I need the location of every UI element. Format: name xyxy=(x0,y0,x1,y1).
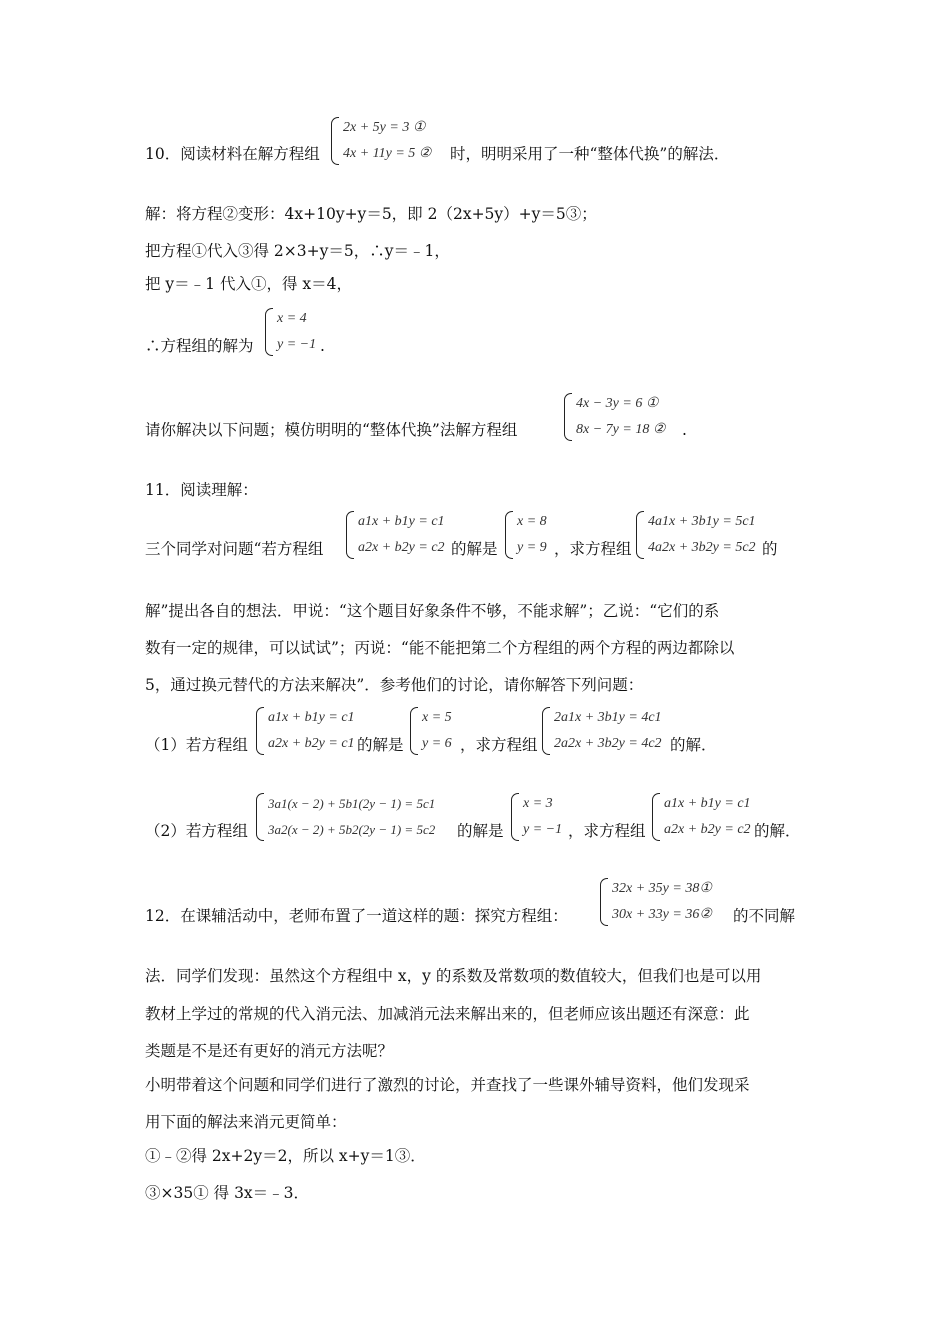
q10-task-suffix: . xyxy=(682,421,687,439)
q12-eq1: 32x + 35y = 38① xyxy=(612,881,712,896)
q12-tail: 的不同解 xyxy=(733,907,796,925)
q10-task-eq1: 4x − 3y = 6 ① xyxy=(576,396,659,411)
q11-p2-eq2: 3a2(x − 2) + 5b2(2y − 1) = 5c2 xyxy=(268,822,436,837)
q11-p2-mid2: ，求方程组 xyxy=(568,822,646,840)
q11-p2-solution xyxy=(511,793,562,841)
q12-para2: 教材上学过的常规的代入消元法、加减消元法来解出来的，但老师应该出题还有深意：此 xyxy=(145,1005,750,1023)
q11-p2-system xyxy=(256,793,435,841)
q11-p1-system2 xyxy=(542,707,662,755)
q12-para1: 法．同学们发现：虽然这个方程组中 x，y 的系数及常数项的数值较大，但我们也是可以用 xyxy=(145,967,762,985)
q11-p1-eq1: a1x + b1y = c1 xyxy=(268,710,355,725)
q11-tail: 的 xyxy=(762,540,778,558)
q11-system-b xyxy=(636,511,756,559)
q12-step1: ①﹣②得 2x+2y＝2，所以 x+y＝1③． xyxy=(145,1147,426,1165)
q11-sys-a-eq1: a1x + b1y = c1 xyxy=(358,514,445,529)
q11-p1-eq2: a2x + b2y = c1 xyxy=(268,736,355,751)
q11-p2-eq1: 3a1(x − 2) + 5b1(2y − 1) = 5c1 xyxy=(268,796,436,811)
q11-p1-sys2-eq2: 2a2x + 3b2y = 4c2 xyxy=(554,736,662,751)
q11-para1: 解”提出各自的想法．甲说：“这个题目好象条件不够，不能求解”；乙说：“它们的系 xyxy=(145,602,720,620)
q12-prefix: 12．在课辅活动中，老师布置了一道这样的题：探究方程组： xyxy=(145,907,568,925)
q11-sys-b-eq2: 4a2x + 3b2y = 5c2 xyxy=(648,540,756,555)
q10-step3: 把 y＝﹣1 代入①，得 x＝4， xyxy=(145,275,353,293)
q11-p1-sol-x: x = 5 xyxy=(422,710,452,725)
q11-sol-a-x: x = 8 xyxy=(517,514,547,529)
q11-p1-prefix: （1）若方程组 xyxy=(145,736,248,754)
q12-para3: 类题是不是还有更好的消元方法呢？ xyxy=(145,1042,394,1060)
q10-eq2: 4x + 11y = 5 ② xyxy=(343,146,432,161)
q10-answer-y: y = −1 xyxy=(277,337,317,352)
q11-p2-sol-y: y = −1 xyxy=(523,822,563,837)
q10-answer-x: x = 4 xyxy=(277,311,307,326)
q11-p2-prefix: （2）若方程组 xyxy=(145,822,248,840)
q11-p1-sol-y: y = 6 xyxy=(422,736,452,751)
q10-eq1: 2x + 5y = 3 ① xyxy=(343,120,426,135)
q11-p1-sys2-eq1: 2a1x + 3b1y = 4c1 xyxy=(554,710,662,725)
q11-title: 11．阅读理解： xyxy=(145,481,258,499)
q11-p1-system xyxy=(256,707,355,755)
q11-solution-a xyxy=(505,511,547,559)
q12-eq2: 30x + 33y = 36② xyxy=(612,907,712,922)
q11-p2-system2 xyxy=(652,793,751,841)
q11-mid2: ，求方程组 xyxy=(554,540,632,558)
q11-p2-sys2-eq2: a2x + b2y = c2 xyxy=(664,822,751,837)
q11-sys-a-eq2: a2x + b2y = c2 xyxy=(358,540,445,555)
q11-sys-b-eq1: 4a1x + 3b1y = 5c1 xyxy=(648,514,756,529)
q10-step2: 把方程①代入③得 2×3+y＝5，∴y＝﹣1， xyxy=(145,242,450,260)
q12-para4: 小明带着这个问题和同学们进行了激烈的讨论，并查找了一些课外辅导资料，他们发现采 xyxy=(145,1076,750,1094)
q10-answer-system xyxy=(265,308,316,356)
q11-p2-sys2-eq1: a1x + b1y = c1 xyxy=(664,796,751,811)
q12-step2: ③×35① 得 3x＝﹣3． xyxy=(145,1184,310,1202)
q10-task-eq2: 8x − 7y = 18 ② xyxy=(576,422,666,437)
q11-intro-prefix: 三个同学对问题“若方程组 xyxy=(145,540,324,558)
q11-para3: 5，通过换元替代的方法来解决”．参考他们的讨论，请你解答下列问题： xyxy=(145,676,644,694)
q11-p2-tail: 的解． xyxy=(754,822,801,840)
q10-suffix: 时，明明采用了一种“整体代换”的解法． xyxy=(450,145,730,163)
q11-p1-tail: 的解． xyxy=(670,736,717,754)
q12-system xyxy=(600,878,712,926)
q10-step1: 解：将方程②变形：4x+10y+y＝5，即 2（2x+5y）+y＝5③； xyxy=(145,205,597,223)
q11-p1-solution xyxy=(410,707,452,755)
q11-p1-mid1: 的解是 xyxy=(357,736,404,754)
q11-p2-mid1: 的解是 xyxy=(457,822,504,840)
q10-answer-prefix: ∴方程组的解为 xyxy=(145,337,254,355)
q11-mid1: 的解是 xyxy=(451,540,498,558)
q11-p2-sol-x: x = 3 xyxy=(523,796,553,811)
q10-answer-suffix: . xyxy=(320,337,325,355)
q10-task-prefix: 请你解决以下问题；模仿明明的“整体代换”法解方程组 xyxy=(145,421,518,439)
q11-system-a xyxy=(346,511,445,559)
q11-p1-mid2: ，求方程组 xyxy=(460,736,538,754)
q12-para5: 用下面的解法来消元更简单： xyxy=(145,1113,347,1131)
q11-sol-a-y: y = 9 xyxy=(517,540,547,555)
q10-system xyxy=(331,117,431,165)
q10-prefix: 10．阅读材料在解方程组 xyxy=(145,145,320,163)
q10-task-system xyxy=(564,393,665,441)
q11-para2: 数有一定的规律，可以试试”；丙说：“能不能把第二个方程组的两个方程的两边都除以 xyxy=(145,639,735,657)
